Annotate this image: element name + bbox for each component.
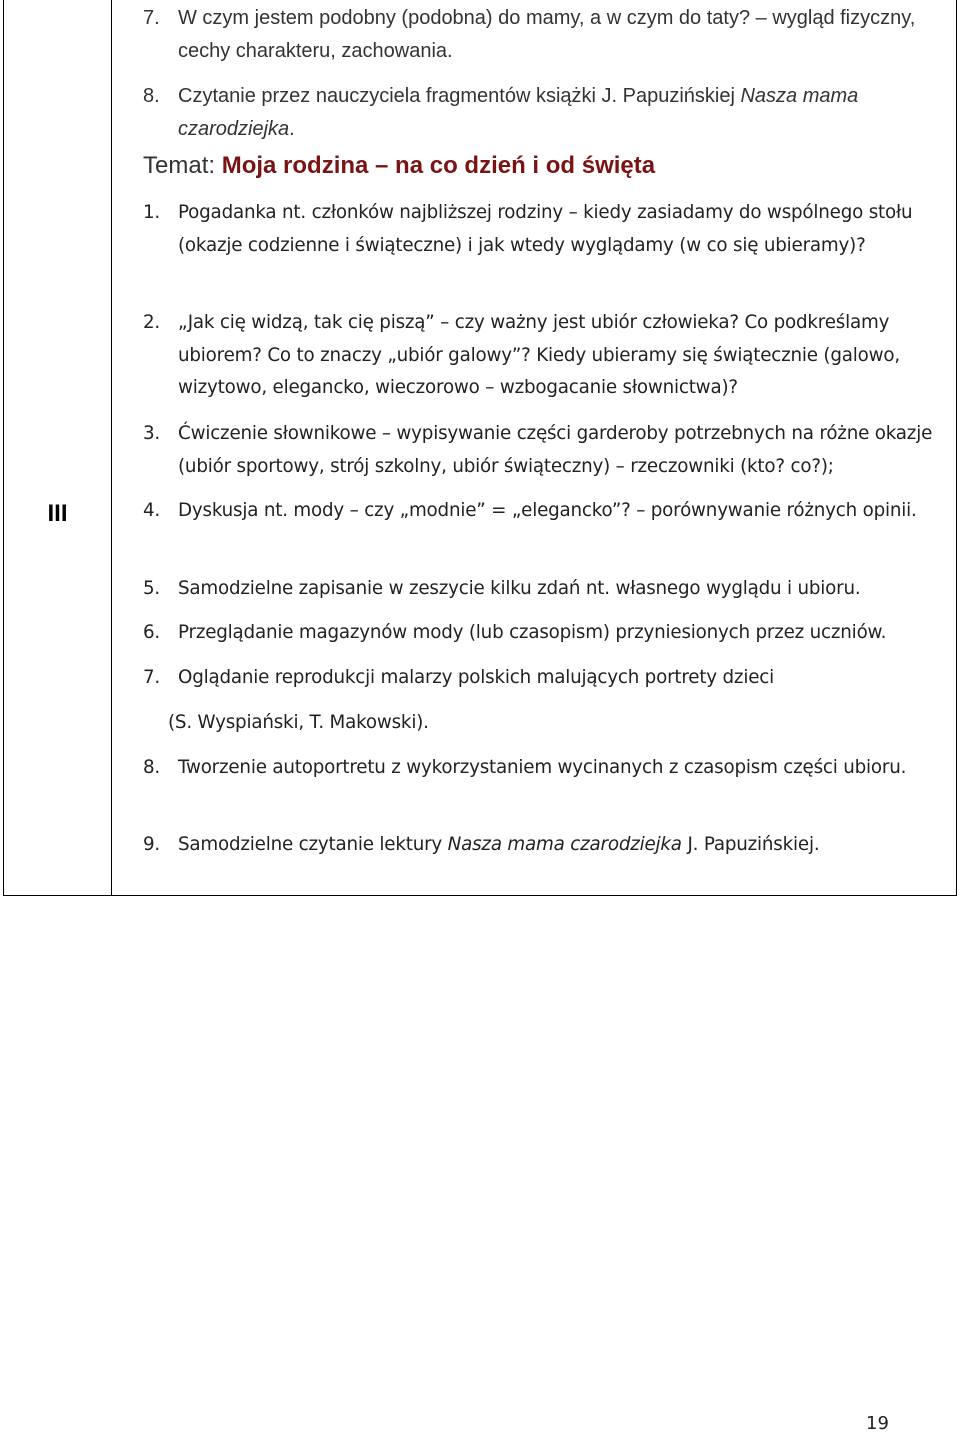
- item-number: 7.: [143, 667, 161, 688]
- item-text: Przeglądanie magazynów mody (lub czasopism) przyniesionych przez uczniów.: [178, 622, 887, 643]
- item-text: Czytanie przez nauczyciela fragmentów książki J. Papuzińskiej Nasza mama czarodziejka.: [178, 85, 859, 140]
- item-text: Tworzenie autoportretu z wykorzystaniem wycinanych z czasopism części ubioru.: [178, 757, 907, 778]
- item-text: Pogadanka nt. członków najbliższej rodziny – kiedy zasiadamy do wspólnego stołu (okazje codzienne i świąteczne) i jak wtedy wyglądamy (w co się ubieramy)?: [178, 202, 913, 256]
- item-text: Samodzielne czytanie lektury Nasza mama czarodziejka J. Papuzińskiej.: [178, 834, 820, 855]
- book-title: Nasza mama czarodziejka: [447, 834, 682, 855]
- list-item: [143, 2, 933, 68]
- list-item: [143, 829, 933, 862]
- item-text: Samodzielne zapisanie w zeszycie kilku zdań nt. własnego wyglądu i ubioru.: [178, 578, 861, 599]
- lesson-topic: [143, 148, 655, 184]
- list-item-continuation: (S. Wyspiański, T. Makowski).: [168, 712, 429, 733]
- list-item: [143, 418, 933, 483]
- item-text: W czym jestem podobny (podobna) do mamy, a w czym do taty? – wygląd fizyczny, cechy charakteru, zachowania.: [178, 7, 916, 62]
- item-number: 7.: [143, 7, 160, 29]
- item-number: 9.: [143, 834, 161, 855]
- item-number: 6.: [143, 622, 161, 643]
- lesson-table: [3, 0, 957, 896]
- column-divider: [111, 0, 112, 895]
- topic-title: Moja rodzina – na co dzień i od święta: [221, 152, 656, 179]
- list-item: [143, 662, 933, 695]
- list-item: [143, 573, 933, 606]
- list-item: [143, 752, 933, 785]
- item-number: 8.: [143, 85, 160, 107]
- item-number: 5.: [143, 578, 161, 599]
- item-text: „Jak cię widzą, tak cię piszą” – czy ważny jest ubiór człowieka? Co podkreślamy ubiorem? Co to znaczy „ubiór galowy”? Kiedy ubieramy się świątecznie (galowo, wizytowo, elegancko, wieczorowo – wzbogacanie słownictwa)?: [178, 312, 900, 398]
- list-item: [143, 617, 933, 650]
- item-number: 8.: [143, 757, 161, 778]
- item-number: 4.: [143, 500, 161, 521]
- list-item: [143, 80, 933, 146]
- topic-label: Temat:: [143, 152, 222, 179]
- book-title: Nasza mama czarodziejka: [178, 85, 859, 140]
- list-item: [143, 197, 933, 262]
- list-item: [143, 495, 933, 528]
- item-text: Ćwiczenie słownikowe – wypisywanie części garderoby potrzebnych na różne okazje (ubiór sportowy, strój szkolny, ubiór świąteczny) – rzeczowniki (kto? co?);: [178, 423, 933, 477]
- item-number: 2.: [143, 312, 161, 333]
- item-text: Oglądanie reprodukcji malarzy polskich malujących portrety dzieci: [178, 667, 774, 688]
- list-item: [143, 307, 933, 405]
- item-number: 3.: [143, 423, 161, 444]
- item-number: 1.: [143, 202, 161, 223]
- item-text: Dyskusja nt. mody – czy „modnie” = „elegancko”? – porównywanie różnych opinii.: [178, 500, 917, 521]
- row-label: III: [47, 500, 68, 527]
- page-number: 19: [866, 1413, 889, 1434]
